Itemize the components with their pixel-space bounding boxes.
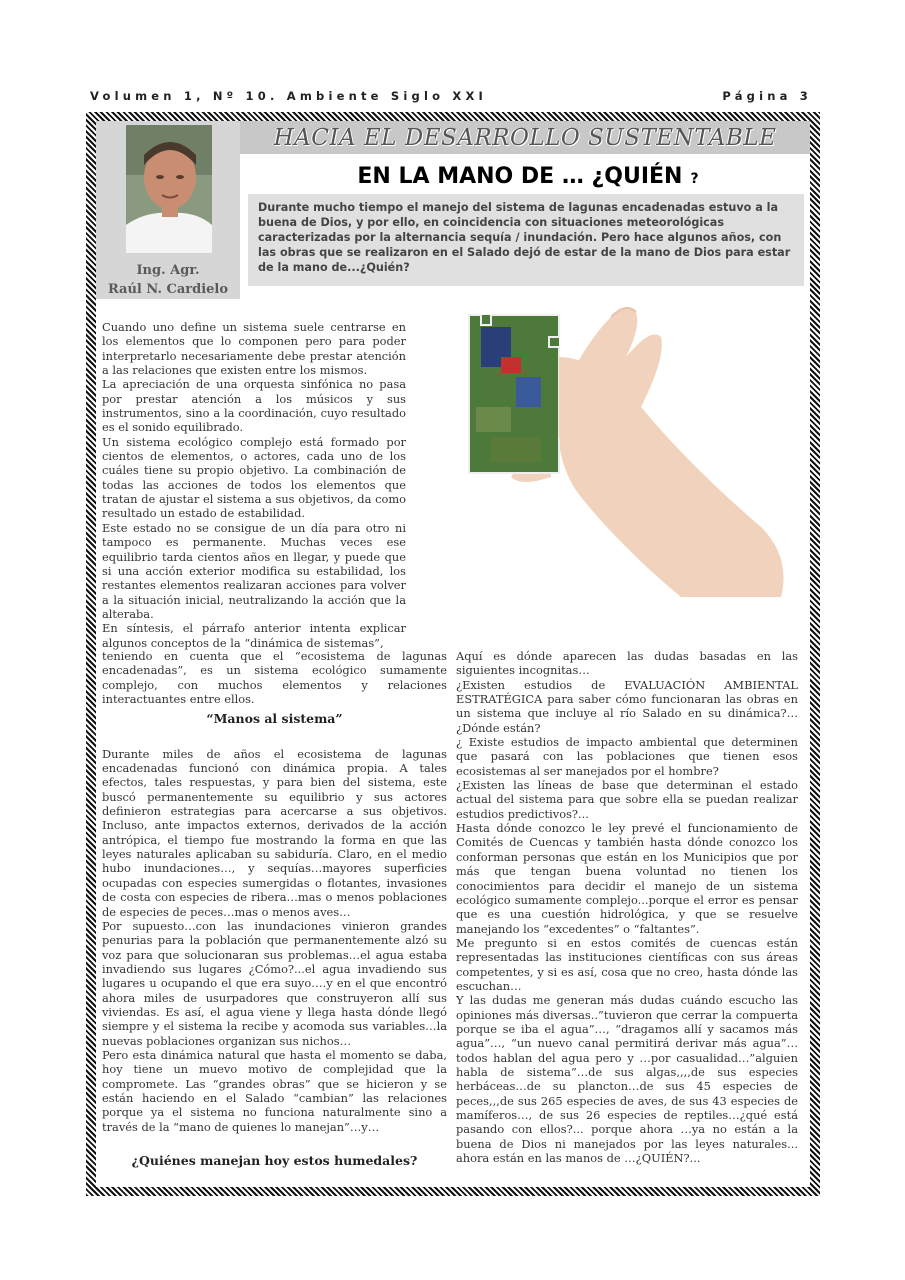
- section-subhead: “Manos al sistema”: [206, 711, 343, 727]
- author-fullname: Raúl N. Cardielo: [107, 282, 229, 297]
- article-content: [96, 121, 810, 1187]
- issue-info: Volumen 1, Nº 10. Ambiente Siglo XXI: [90, 89, 487, 103]
- lead-paragraph: Durante mucho tiempo el manejo del sistema de lagunas encadenadas estuvo a la buena de Dios, y por ello, en coincidencia con situaciones meteorológicas caracterizadas por la alternancia sequía / inundación. Pero hace algunos años, con las obras que se realizaron en el Salado dejó de estar de la mano de Dios para estar de la mano de...¿Quién?: [248, 194, 804, 286]
- section-title-bar: [240, 121, 810, 154]
- headline: [246, 164, 810, 189]
- closing-question: ¿Quiénes manejan hoy estos humedales?: [131, 1153, 418, 1168]
- article-frame: [86, 112, 820, 1196]
- headline-text: EN LA MANO DE … ¿QUIÉN: [357, 164, 683, 189]
- intro-paragraph: En síntesis, el párrafo anterior intenta explicar algunos conceptos de la “dinámica de sistemas”,: [102, 621, 406, 650]
- right-paragraph: Me pregunto si en estos comités de cuencas están representadas las instituciones científicas con sus áreas competentes, y si es así, cosa que no creo, hasta dónde las escuchan…: [456, 935, 798, 993]
- author-title: Ing. Agr.: [136, 263, 200, 278]
- hand-holding-map-image: [461, 297, 796, 602]
- section-title: HACIA EL DESARROLLO SUSTENTABLE: [273, 125, 777, 151]
- right-paragraph: Aquí es dónde aparecen las dudas basadas en las siguientes incognitas…: [456, 649, 798, 678]
- right-paragraph: ¿Existen las líneas de base que determinan el estado actual del sistema para que sobre ella se puedan realizar estudios predictivos?...: [456, 778, 798, 821]
- author-photo: [126, 125, 212, 253]
- author-panel: [96, 121, 240, 299]
- left-paragraph: Por supuesto…con las inundaciones vinieron grandes penurias para la población que permanentemente alzó su voz para que solucionaran sus problemas…el agua estaba invadiendo sus lugares ¿Cómo?...el agua invadiendo sus lugares u ocupando el que era suyo….y en el que encontró ahora miles de usurpadores que construyeron allí sus viviendas. Es así, el agua viene y llega hasta dónde llegó siempre y el sistema la recibe y acomoda sus variables…la nuevas poblaciones organizan sus nichos…: [102, 918, 447, 1048]
- intro-paragraph: Un sistema ecológico complejo está formado por cientos de elementos, o actores, cada uno de los cuáles tiene su propio objetivo. La combinación de todas las acciones de todos los elementos que tratan de ajustar el sistema a sus objetivos, da como resultado un estado de estabilidad.: [102, 434, 406, 521]
- right-paragraph: Hasta dónde conozco le ley prevé el funcionamiento de Comités de Cuencas y también hasta dónde conozco los conforman personas que están en los Municipios que por más que tengan buena voluntad no tienen los conocimientos para decidir el manejo de un sistema ecológico sumamente complejo...porque el error es pensar que es una cuestión hidrológica, y que se resuelve manejando los “excedentes” o “faltantes”.: [456, 821, 798, 936]
- page-number: Página 3: [722, 89, 812, 103]
- right-paragraph: ¿Existen estudios de EVALUACIÓN AMBIENTAL ESTRATÉGICA para saber cómo funcionaran las obras en un sistema que incluye al río Salado en su dinámica?…¿Dónde están?: [456, 677, 798, 735]
- intro-paragraph: La apreciación de una orquesta sinfónica no pasa por prestar atención a los músicos y sus instrumentos, sino a la coordinación, cuyo resultado es el sonido equilibrado.: [102, 377, 406, 435]
- left-paragraph: teniendo en cuenta que el “ecosistema de lagunas encadenadas”, es un sistema ecológico sumamente complejo, con muchos elementos y relaciones interactuantes entre ellos.: [102, 649, 447, 707]
- right-paragraph: ¿ Existe estudios de impacto ambiental que determinen que pasará con las poblaciones que tienen esos ecosistemas al ser manejados por el hombre?: [456, 735, 798, 778]
- author-name: [96, 261, 240, 299]
- right-column: [456, 649, 798, 1165]
- right-paragraph: Y las dudas me generan más dudas cuándo escucho las opiniones más diversas..”tuvieron que cerrar la compuerta porque se iba el agua”…, “dragamos allí y sacamos más agua”…, “un nuevo canal permitirá derivar más agua”…todos hablan del agua pero y …por casualidad…”alguien habla de sistema”…de sus algas,,,,de sus especies herbáceas…de su plancton…de sus 45 especies de peces,,,de sus 265 especies de aves, de sus 43 especies de mamíferos…, de sus 26 especies de reptiles…¿qué está pasando con ellos?... porque ahora …ya no están a la buena de Dios ni manejados por las leyes naturales... ahora están en las manos de …¿QUIÉN?...: [456, 993, 798, 1166]
- left-column: [102, 649, 447, 1168]
- left-paragraph: Pero esta dinámica natural que hasta el momento se daba, hoy tiene un muevo motivo de complejidad que la compromete. Las “grandes obras” que se hicieron y se están haciendo en el Salado “cambian” las relaciones porque ya el sistema no funciona naturalmente sino a través de la “mano de quienes lo manejan”…y…: [102, 1047, 447, 1134]
- left-paragraph: Durante miles de años el ecosistema de lagunas encadenadas funcionó con dinámica propia. A tales efectos, tales respuestas, y para bien del sistema, este buscó permanentemente su equilibrio y sus actores definieron estrategias para acercarse a sus objetivos. Incluso, ante impactos externos, derivados de la acción antrópica, el tiempo fue mostrando la forma en que las leyes naturales aplicaban su sabiduría. Claro, en el medio hubo inundaciones…, y sequías…mayores superficies ocupadas con especies sumergidas o flotantes, invasiones de costa con especies de ribera…mas o menos poblaciones de especies de peces…mas o menos aves…: [102, 746, 447, 919]
- intro-text: [102, 320, 406, 650]
- headline-mark: ?: [690, 171, 699, 187]
- intro-paragraph: Cuando uno define un sistema suele centrarse en los elementos que lo componen pero para poder interpretarlo necesariamente debe prestar atención a las relaciones que existen entre los mismos.: [102, 320, 406, 378]
- intro-paragraph: Este estado no se consigue de un día para otro ni tampoco es permanente. Muchas veces ese equilibrio tarda cientos años en llegar, y puede que si una acción exterior modifica su estabilidad, los restantes elementos realizaran acciones para volver a la situación inicial, neutralizando la acción que la alteraba.: [102, 520, 406, 621]
- page-header: [90, 89, 812, 107]
